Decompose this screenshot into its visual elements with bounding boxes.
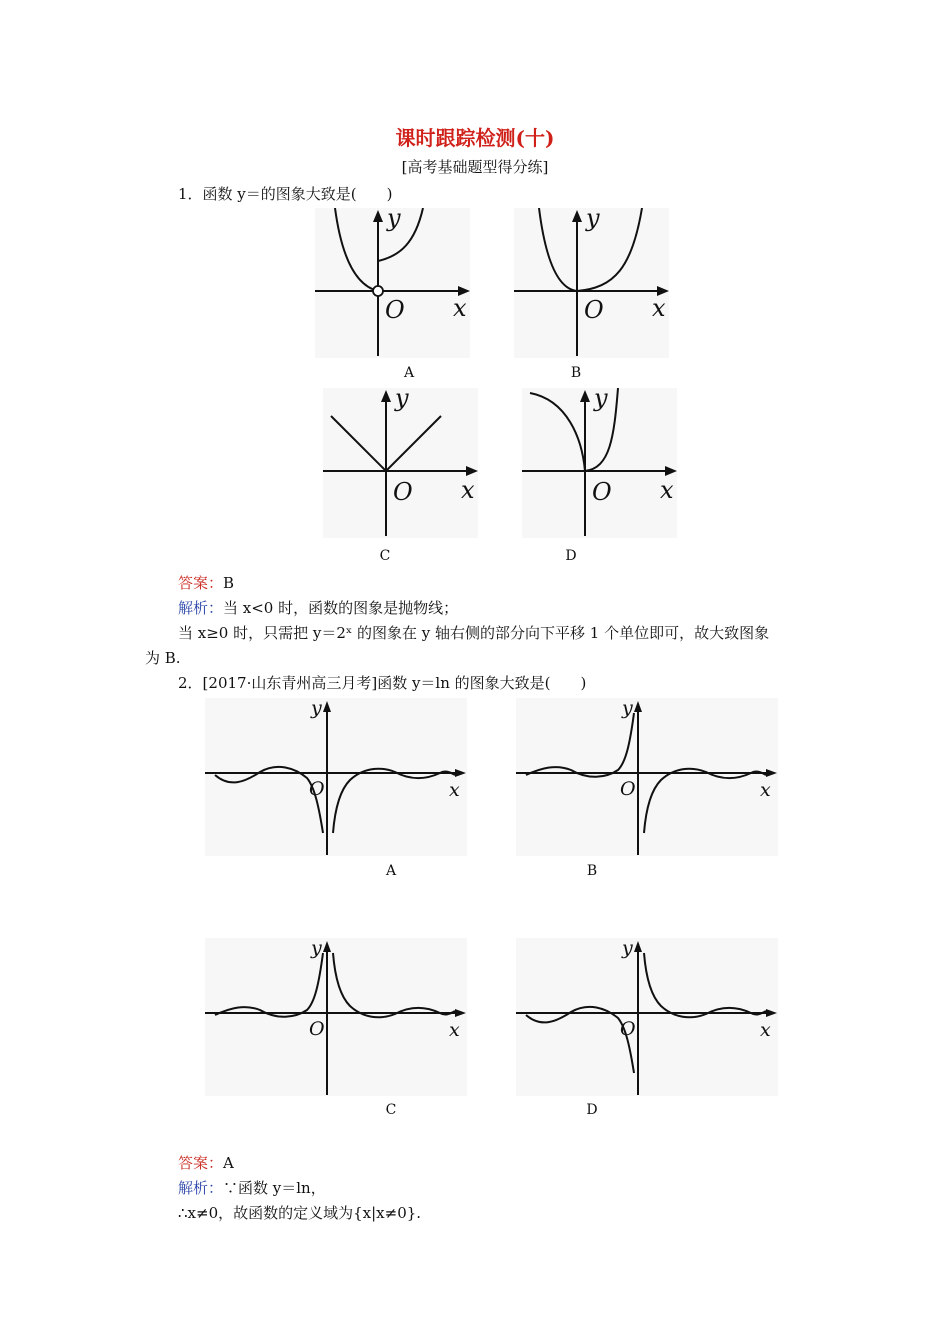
q2a-origin-label: O [309, 778, 325, 800]
q1a-y-label: y [387, 208, 401, 232]
page-subtitle: [高考基础题型得分练] [401, 158, 549, 176]
q1-option-c: C [379, 548, 391, 564]
q1b-x-label: x [652, 294, 666, 322]
q2-graph-d [516, 938, 778, 1096]
q2-option-d: D [586, 1102, 598, 1118]
q2-graph-a [205, 698, 467, 856]
q1-analysis-text1: 当 x<0 时，函数的图象是抛物线； [223, 599, 459, 617]
q2-option-a: A [385, 863, 397, 879]
q1b-origin-label: O [584, 296, 604, 324]
q1d-origin-label: O [592, 478, 612, 506]
q2b-origin-label: O [620, 778, 636, 800]
q1-answer-value: B [223, 574, 235, 592]
q2-analysis-line2: ∴x≠0，故函数的定义域为{x|x≠0}. [178, 1204, 422, 1222]
q2-analysis-line1 [178, 1177, 326, 1198]
q1a-origin-label: O [385, 296, 405, 324]
q2-option-c: C [385, 1102, 397, 1118]
q2d-origin-label: O [620, 1018, 636, 1040]
q2-graph-c [205, 938, 467, 1096]
q2-answer-label: 答案： [178, 1154, 224, 1172]
q1-analysis-line1 [178, 597, 458, 618]
q1-option-d: D [565, 548, 577, 564]
q2-stem: 2．[2017·山东青州高三月考]函数 y＝ln 的图象大致是( ) [178, 674, 587, 692]
q2-graph-b [516, 698, 778, 856]
q2-analysis-label: 解析： [178, 1179, 224, 1197]
q2-answer-value: A [223, 1154, 234, 1172]
q1-answer-label: 答案： [178, 574, 224, 592]
q1c-x-label: x [461, 476, 475, 504]
q1a-x-label: x [453, 294, 467, 322]
q2d-x-label: x [760, 1019, 771, 1041]
q2c-x-label: x [449, 1019, 460, 1041]
q2b-x-label: x [760, 779, 771, 801]
q1b-y-label: y [586, 208, 600, 232]
q1-option-a: A [403, 365, 415, 381]
q2c-origin-label: O [309, 1018, 325, 1040]
q1c-origin-label: O [393, 478, 413, 506]
q1d-y-label: y [594, 388, 608, 412]
q2-option-b: B [586, 863, 598, 879]
q2b-y-label: y [622, 698, 633, 719]
q1c-y-label: y [395, 388, 409, 412]
q1-graph-b [514, 208, 669, 358]
q1-analysis-line3: 为 B. [145, 649, 181, 667]
q2a-x-label: x [449, 779, 460, 801]
q1-graph-d [522, 388, 677, 538]
q2c-y-label: y [311, 938, 322, 959]
q1-option-b: B [570, 365, 582, 381]
q2a-y-label: y [311, 698, 322, 719]
page-title: 课时跟踪检测(十) [395, 126, 555, 150]
q2d-y-label: y [622, 938, 633, 959]
q1-analysis-line2: 当 x≥0 时，只需把 y＝2ˣ 的图象在 y 轴右侧的部分向下平移 1 个单位即可，故大致图象 [178, 624, 770, 642]
q1-graph-c [323, 388, 478, 538]
q2-answer [178, 1152, 234, 1173]
q1-stem: 1．函数 y＝的图象大致是( ) [178, 185, 393, 203]
q1-graph-a [315, 208, 470, 358]
q1-answer [178, 572, 234, 593]
q2-analysis-text1: ∵函数 y＝ln， [223, 1179, 326, 1197]
q1d-x-label: x [660, 476, 674, 504]
q1-analysis-label: 解析： [178, 599, 224, 617]
